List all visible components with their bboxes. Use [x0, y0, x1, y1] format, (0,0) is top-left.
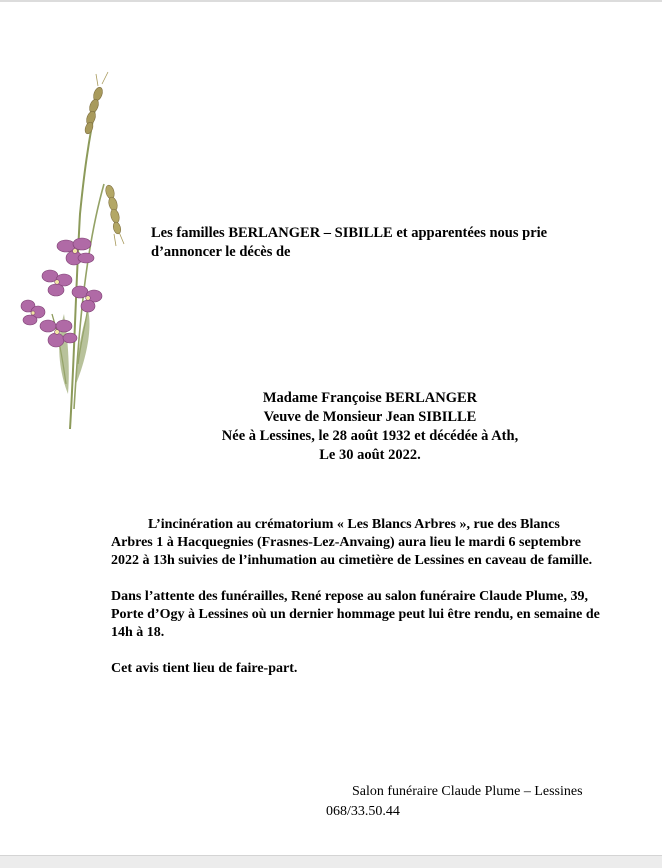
- horizontal-scrollbar[interactable]: [0, 855, 662, 868]
- funeral-home-phone: 068/33.50.44: [326, 804, 400, 819]
- ceremony-line-1: L’incinération au crématorium « Les Blancs Arbres », rue des Blancs: [148, 517, 560, 532]
- violet-blossoms: [21, 238, 102, 347]
- deceased-spouse: Veuve de Monsieur Jean SIBILLE: [263, 409, 477, 425]
- deceased-dates-line-1: Née à Lessines, le 28 août 1932 et décédée à Ath,: [221, 428, 519, 444]
- visitation-line-2: Porte d’Ogy à Lessines où un dernier hommage peut lui être rendu, en semaine de: [111, 607, 600, 622]
- announcement-intro: [151, 224, 621, 262]
- deceased-details: [170, 389, 570, 465]
- funeral-details: [111, 516, 631, 678]
- ceremony-line-3: 2022 à 13h suivies de l’inhumation au cimetière de Lessines en caveau de famille.: [111, 553, 593, 568]
- violet-flower-illustration-icon: [18, 64, 130, 444]
- intro-line-1: Les familles BERLANGER – SIBILLE et apparentées nous prie: [151, 225, 548, 241]
- intro-line-2: d’annoncer le décès de: [151, 244, 291, 260]
- deceased-dates-line-2: Le 30 août 2022.: [319, 447, 421, 463]
- visitation-line-1: Dans l’attente des funérailles, René repose au salon funéraire Claude Plume, 39,: [111, 589, 589, 604]
- deceased-name: Madame Françoise BERLANGER: [262, 390, 478, 406]
- ceremony-line-2: Arbres 1 à Hacquegnies (Frasnes-Lez-Anvaing) aura lieu le mardi 6 septembre: [111, 535, 581, 550]
- notice-text: Cet avis tient lieu de faire-part.: [111, 661, 298, 676]
- funeral-home-name: Salon funéraire Claude Plume – Lessines: [352, 784, 583, 799]
- visitation-line-3: 14h à 18.: [111, 625, 165, 640]
